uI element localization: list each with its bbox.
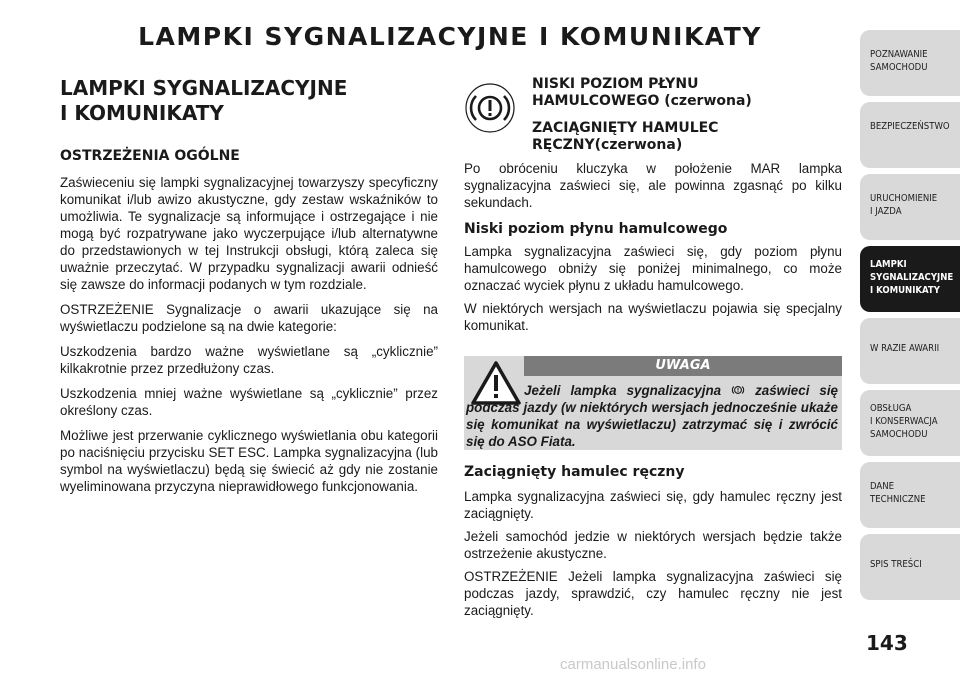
note-text-end: zaświeci się podczas jazdy (w niektórych wersjach jednocześnie ukaże się komunikat na wyświetlaczu) zatrzymać się i zwrócić się do ASO Fiata.: [466, 383, 839, 449]
paragraph-handbrake-acoustic: Jeżeli samochód jedzie w niektórych wersjach będzie także ostrzeżenie akustyczne.: [464, 529, 842, 561]
tab-spis-tresci[interactable]: SPIS TREŚCI: [860, 534, 960, 600]
warning-titles: [532, 76, 752, 154]
brake-fluid-heading: Niski poziom płynu hamulcowego: [464, 221, 728, 237]
paragraph-key-mar: Po obróceniu kluczyka w położenie MAR lampka sygnalizacyjna zaświeci się, ale powinna zgasnąć po kilku sekundach.: [464, 161, 842, 210]
paragraph-intro: Zaświeceniu się lampki sygnalizacyjnej towarzyszy specyficzny komunikat i/lub awizo akustyczne, gdy zestaw wskaźników to umożliwia. Te sygnalizacje są informujące i ostrzegające i nie mogą być rozpatrywane jako wyczerpujące i/lub alternatywne do przedstawionych w tej Instrukcji obsługi, którą zaleca się uważnie przeczytać. W przypadku sygnalizacji awarii odnieść się zawsze do informacji podanych w tym rozdziale.: [60, 175, 438, 292]
paragraph-interrupt: Możliwe jest przerwanie cyklicznego wyświetlania obu kategorii po naciśnięciu przycisku SET ESC. Lampka sygnalizacyjna (lub symbol na wyświetlaczu) będą się świecić aż gdy nie zostanie wyeliminowana przyczyna nieprawidłowego funkcjonowania.: [60, 428, 438, 494]
warning-title-brake-fluid-1: NISKI POZIOM PŁYNU: [532, 76, 699, 92]
warning-header: [464, 76, 842, 154]
paragraph-categories: OSTRZEŻENIE Sygnalizacje o awarii ukazujące się na wyświetlaczu podzielone są na dwie kategorie:: [60, 302, 438, 334]
tab-obsluga-i-konserwacja[interactable]: OBSŁUGA I KONSERWACJA SAMOCHODU: [860, 390, 960, 456]
section-heading-line2: I KOMUNIKATY: [60, 101, 224, 125]
brake-warning-icon: [464, 82, 516, 134]
tab-lampki-sygnalizacyjne[interactable]: LAMPKI SYGNALIZACYJNE I KOMUNIKATY: [860, 246, 960, 312]
brake-warning-inline-icon: [731, 383, 745, 397]
note-text: [466, 382, 838, 450]
left-column: [60, 76, 438, 495]
paragraph-handbrake-warning: OSTRZEŻENIE Jeżeli lampka sygnalizacyjna zaświeci się podczas jazdy, sprawdzić, czy hamulec ręczny nie jest zaciągnięty.: [464, 569, 842, 618]
warning-title-brake-fluid-2: HAMULCOWEGO (czerwona): [532, 93, 752, 109]
tab-bezpieczenstwo[interactable]: BEZPIECZEŃSTWO: [860, 102, 960, 168]
general-warnings-heading: OSTRZEŻENIA OGÓLNE: [60, 148, 240, 164]
right-column: [464, 76, 842, 619]
note-label: UWAGA: [524, 356, 842, 376]
warning-title-handbrake-1: ZACIĄGNIĘTY HAMULEC: [532, 120, 719, 136]
section-heading-line1: LAMPKI SYGNALIZACYJNE: [60, 76, 348, 100]
paragraph-serious: Uszkodzenia bardzo ważne wyświetlane są „cyklicznie” kilkakrotnie przez przedłużony czas.: [60, 344, 438, 376]
paragraph-handbrake: Lampka sygnalizacyjna zaświeci się, gdy hamulec ręczny jest zaciągnięty.: [464, 489, 842, 521]
note-text-start: Jeżeli lampka sygnalizacyjna: [524, 383, 732, 398]
page-title: LAMPKI SYGNALIZACYJNE I KOMUNIKATY: [138, 22, 762, 51]
paragraph-brake-fluid: Lampka sygnalizacyjna zaświeci się, gdy poziom płynu hamulcowego obniży się poniżej minimalnego, co może oznaczać wyciek płynu z układu hamulcowego.: [464, 244, 842, 293]
page-number: 143: [866, 631, 908, 655]
paragraph-minor: Uszkodzenia mniej ważne wyświetlane są „cyklicznie” przez określony czas.: [60, 386, 438, 418]
paragraph-brake-fluid-display: W niektórych wersjach na wyświetlaczu pojawia się specjalny komunikat.: [464, 301, 842, 333]
tab-dane-techniczne[interactable]: DANE TECHNICZNE: [860, 462, 960, 528]
tab-w-razie-awarii[interactable]: W RAZIE AWARII: [860, 318, 960, 384]
tab-poznawanie-samochodu[interactable]: POZNAWANIE SAMOCHODU: [860, 30, 960, 96]
watermark: carmanualsonline.info: [560, 656, 706, 673]
note-box: [464, 356, 842, 450]
handbrake-heading: Zaciągnięty hamulec ręczny: [464, 464, 685, 480]
warning-title-handbrake-2: RĘCZNY(czerwona): [532, 137, 683, 153]
tab-uruchomienie-i-jazda[interactable]: URUCHOMIENIE I JAZDA: [860, 174, 960, 240]
